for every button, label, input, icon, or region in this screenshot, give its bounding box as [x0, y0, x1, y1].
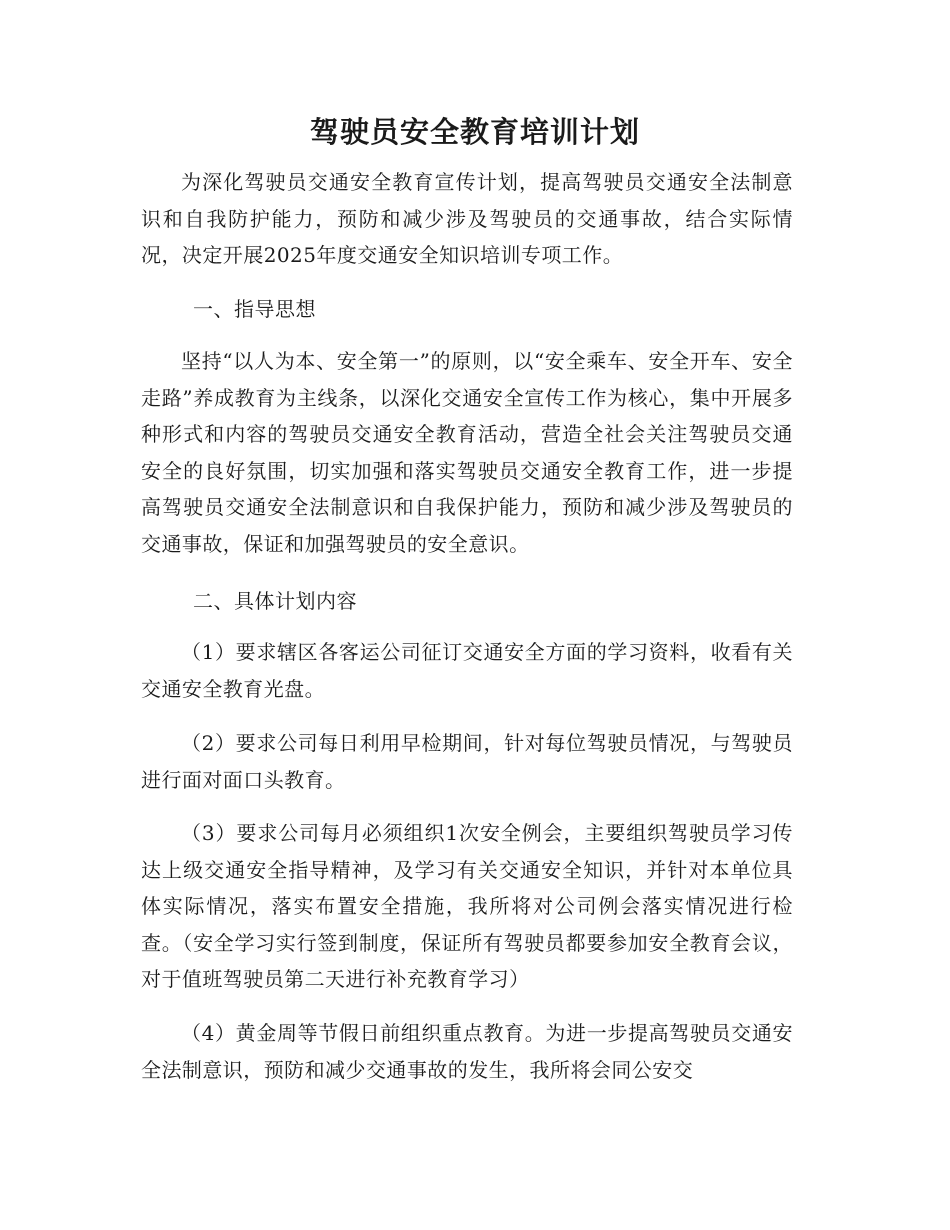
- plan-item-2: （2）要求公司每日利用早检期间，针对每位驾驶员情况，与驾驶员进行面对面口头教育。: [141, 731, 793, 792]
- intro-paragraph: 为深化驾驶员交通安全教育宣传计划，提高驾驶员交通安全法制意识和自我防护能力，预防和减少涉及驾驶员的交通事故，结合实际情况，决定开展2025年度交通安全知识培训专项工作。: [141, 170, 793, 267]
- plan-item-3: （3）要求公司每月必须组织1次安全例会，主要组织驾驶员学习传达上级交通安全指导精神，及学习有关交通安全知识，并针对本单位具体实际情况，落实布置安全措施，我所将对公司例会落实情况进行检查。（安全学习实行签到制度，保证所有驾驶员都要参加安全教育会议，对于值班驾驶员第二天进行补充教育学习）: [141, 821, 793, 991]
- section-heading-plan-content: 二、具体计划内容: [193, 589, 357, 613]
- document-title: 驾驶员安全教育培训计划: [309, 115, 640, 149]
- plan-item-1: （1）要求辖区各客运公司征订交通安全方面的学习资料，收看有关交通安全教育光盘。: [141, 640, 793, 701]
- section-heading-guiding-ideology: 一、指导思想: [193, 297, 316, 321]
- guiding-ideology-paragraph: 坚持“以人为本、安全第一”的原则，以“安全乘车、安全开车、安全走路”养成教育为主线条，以深化交通安全宣传工作为核心，集中开展多种形式和内容的驾驶员交通安全教育活动，营造全社会关注驾驶员交通安全的良好氛围，切实加强和落实驾驶员交通安全教育工作，进一步提高驾驶员交通安全法制意识和自我保护能力，预防和减少涉及驾驶员的交通事故，保证和加强驾驶员的安全意识。: [141, 349, 793, 556]
- plan-item-4: （4）黄金周等节假日前组织重点教育。为进一步提高驾驶员交通安全法制意识，预防和减少交通事故的发生，我所将会同公安交: [141, 1021, 793, 1082]
